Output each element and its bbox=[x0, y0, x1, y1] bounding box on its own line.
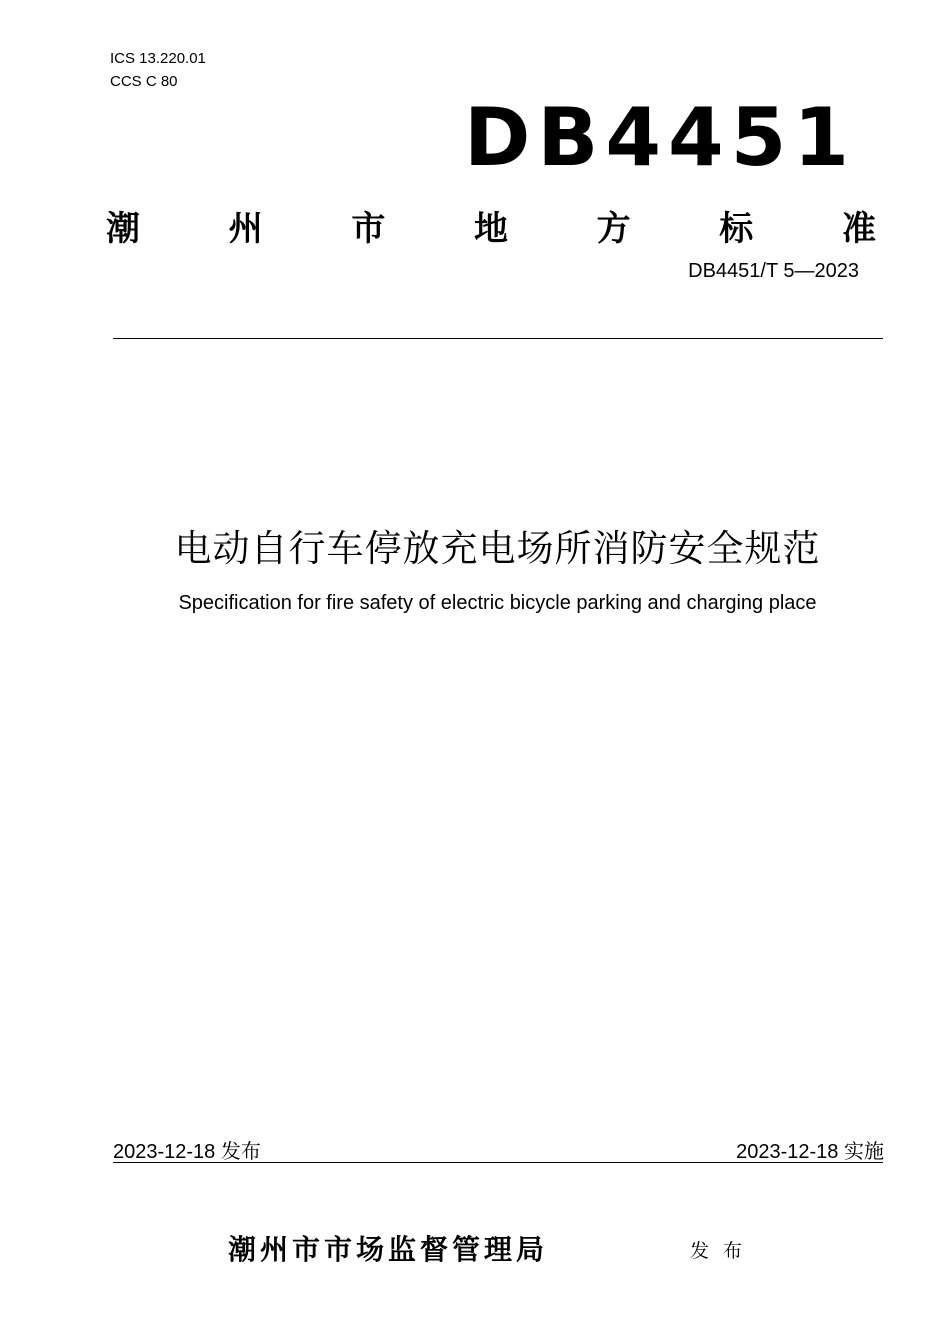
ccs-code: CCS C 80 bbox=[110, 73, 178, 90]
bottom-divider bbox=[113, 1162, 883, 1163]
implementation-date: 2023-12-18 实施 bbox=[736, 1141, 884, 1163]
document-title-cn: 电动自行车停放充电场所消防安全规范 bbox=[174, 527, 821, 570]
standard-number: DB4451/T 5—2023 bbox=[688, 260, 859, 282]
standard-type-char: 潮 bbox=[106, 208, 140, 249]
standard-type-char: 州 bbox=[228, 208, 263, 249]
standard-type-char: 方 bbox=[596, 208, 631, 249]
standard-code: DB4451 bbox=[463, 91, 856, 184]
classification-codes bbox=[110, 47, 206, 93]
standard-type-char: 地 bbox=[473, 208, 508, 249]
publisher: 潮州市市场监督管理局 bbox=[228, 1233, 549, 1266]
standard-type-char: 市 bbox=[351, 208, 386, 249]
document-title-en: Specification for fire safety of electric bicycle parking and charging place bbox=[178, 592, 817, 614]
standard-type-char: 准 bbox=[841, 208, 876, 249]
standard-type-char: 标 bbox=[719, 208, 754, 249]
ics-code: ICS 13.220.01 bbox=[110, 50, 206, 67]
publish-label: 发布 bbox=[690, 1240, 757, 1262]
top-divider bbox=[113, 338, 883, 339]
issue-date: 2023-12-18 发布 bbox=[113, 1141, 261, 1163]
standard-type bbox=[106, 200, 876, 250]
